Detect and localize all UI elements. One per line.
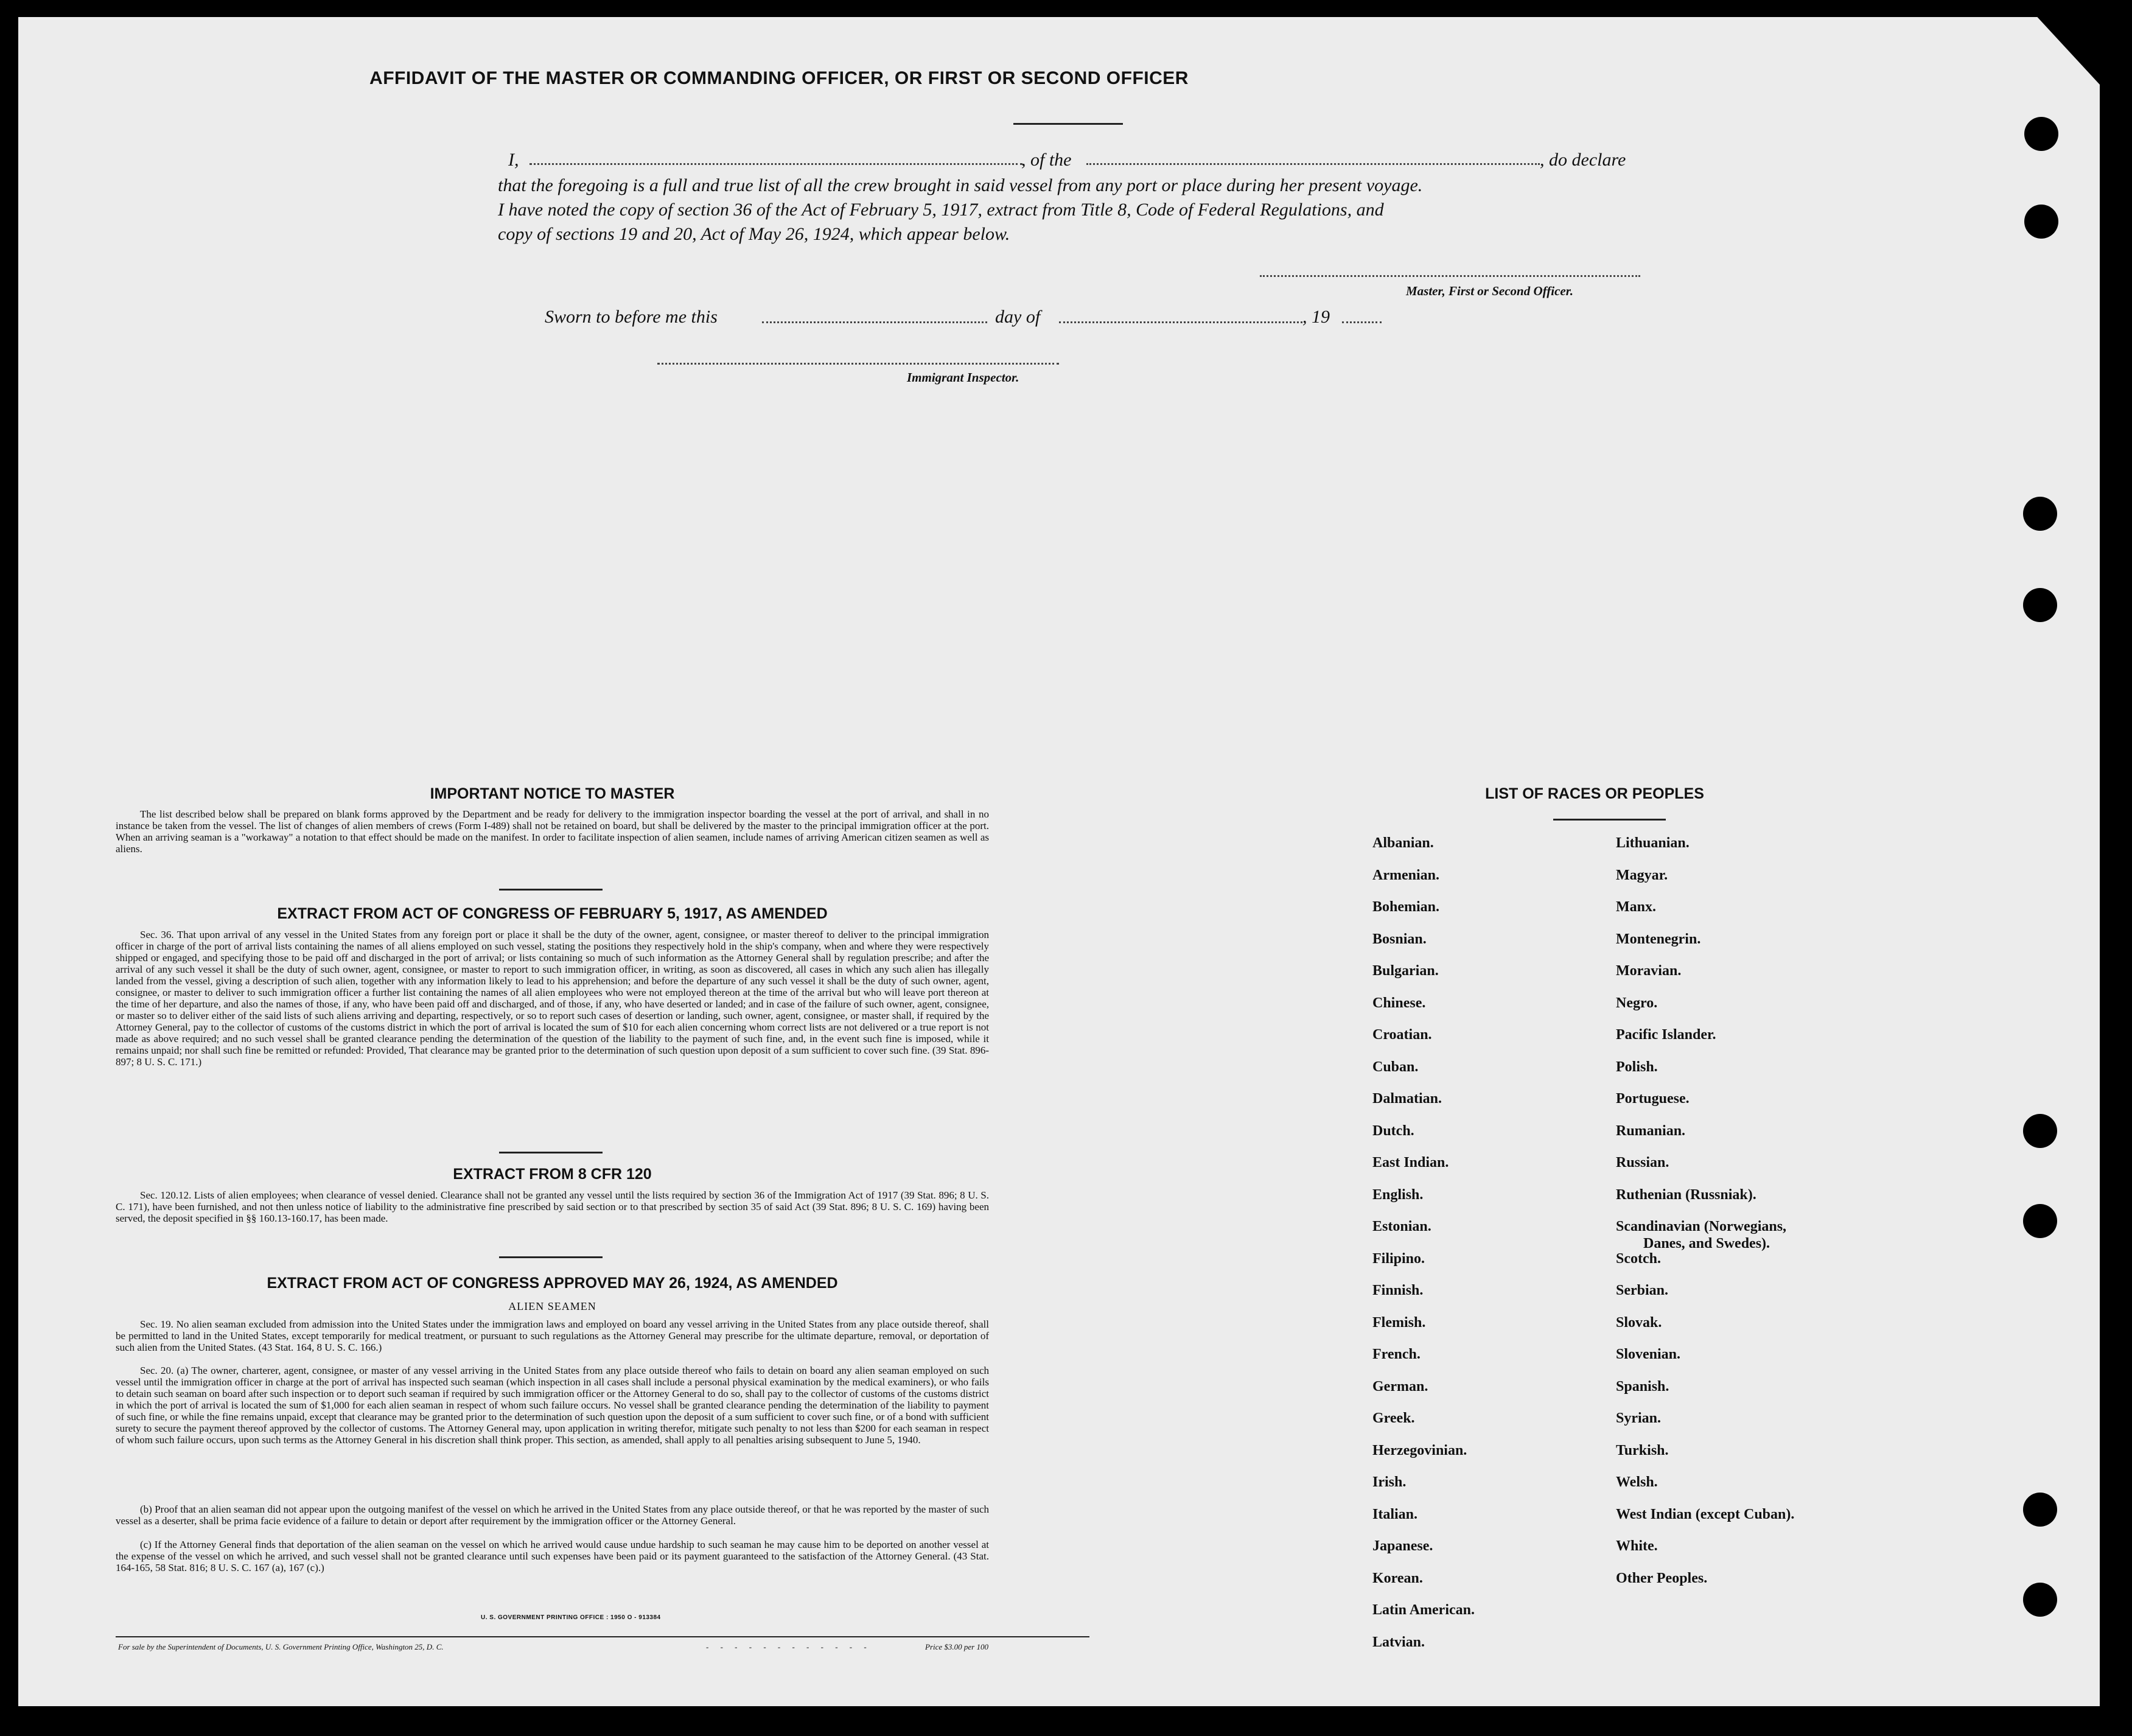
race-item: Polish.	[1616, 1059, 1658, 1075]
binder-hole	[2023, 1493, 2057, 1527]
race-item: Flemish.	[1372, 1315, 1426, 1331]
race-item: Ruthenian (Russniak).	[1616, 1187, 1756, 1203]
race-item: Chinese.	[1372, 995, 1426, 1011]
printing-office-line: U. S. GOVERNMENT PRINTING OFFICE : 1950 O - 913384	[481, 1614, 661, 1621]
races-title: LIST OF RACES OR PEOPLES	[1485, 785, 1704, 802]
year-label: , 19	[1302, 307, 1330, 327]
alien-seamen-subtitle: ALIEN SEAMEN	[508, 1300, 596, 1312]
race-item: Finnish.	[1372, 1283, 1424, 1298]
section-divider	[499, 1256, 603, 1258]
declare-line-3: I have noted the copy of section 36 of the Act of February 5, 1917, extract from Title 8, Code of Federal Regulations, and	[498, 200, 1384, 220]
race-item: Pacific Islander.	[1616, 1027, 1716, 1043]
extract-cfr-title: EXTRACT FROM 8 CFR 120	[453, 1166, 652, 1183]
footer-sale-notice: For sale by the Superintendent of Documents, U. S. Government Printing Office, Washington 25, D. C.	[118, 1642, 444, 1651]
race-item: German.	[1372, 1379, 1428, 1395]
binder-hole	[2024, 117, 2058, 151]
race-item: Spanish.	[1616, 1379, 1669, 1395]
inspector-signature-label: Immigrant Inspector.	[907, 370, 1019, 385]
notice-title: IMPORTANT NOTICE TO MASTER	[430, 785, 675, 802]
race-item: Magyar.	[1616, 867, 1668, 883]
document-page	[18, 17, 2100, 1706]
race-item: Negro.	[1616, 995, 1658, 1011]
race-item: Rumanian.	[1616, 1123, 1686, 1139]
binder-hole	[2023, 497, 2057, 531]
race-item: Danes, and Swedes).	[1643, 1236, 1770, 1251]
inspector-signature-line	[657, 363, 1059, 365]
extract-1917-text: Sec. 36. That upon arrival of any vessel in the United States from any foreign port or place it shall be the duty of the owner, agent, consignee, or master thereof to deliver to the principal immigration officer in charge of the port of arrival lists containing the names of all aliens employed on such vessel, stating the positions they respectively hold in the ship's company, when and where they were respectively shipped or engaged, and specifying those to be paid off and discharged in the port of arrival; or lists containing so much of such information as the Attorney General shall by regulation prescribe; and after the arrival of any such vessel it shall be the duty of such owner, agent, consignee, or master to report to such immigration officer, in writing, as soon as discovered, all cases in which any such alien has illegally landed from the vessel, giving a description of such alien, together with any information likely to lead to his apprehension; and before the departure of any such vessel it shall be the duty of such owner, agent, consignee, or master to deliver to such immigration officer a further list containing the names of all alien employees who were not employed thereon at the time of the arrival but who will leave port thereon at the time of her departure, and also the names of those, if any, who have been paid off and discharged, and of those, if any, who have deserted or landed; and in case of the failure of such owner, agent, consignee, or master so to deliver either of the said lists of such aliens arriving and departing, respectively, or so to report such cases of desertion or landing, such owner, agent, consignee, or master shall, if required by the Attorney General, pay to the collector of customs of the customs district in which the port of arrival is located the sum of $10 for each alien concerning whom correct lists are not delivered or a true report is not made as above required; and no such vessel shall be granted clearance pending the determination of the question of the liability to the payment of such fine, and, in the event such fine is imposed, while it remains unpaid; nor shall such fine be remitted or refunded: Provided, That clearance may be granted prior to the determination of such question upon deposit of a sum sufficient to cover such fine. (39 Stat. 896-897; 8 U. S. C. 171.)	[116, 929, 989, 1068]
race-item: Welsh.	[1616, 1474, 1658, 1490]
race-item: Moravian.	[1616, 963, 1682, 979]
race-item: Croatian.	[1372, 1027, 1432, 1043]
sec-20a-text: Sec. 20. (a) The owner, charterer, agent, consignee, or master of any vessel arriving in the United States from any place outside thereof who fails to detain on board any alien seaman employed on such vessel until the immigration officer in charge at the port of arrival has inspected such seaman (which inspection in all cases shall include a personal physical examination by the medical examiners), or who fails to detain such seaman on board after such inspection or to deport such seaman if required by such immigration officer or the Attorney General to do so, shall pay to the collector of customs of the customs district in which the port of arrival is located the sum of $1,000 for each alien seaman in respect of whom such failure occurs. No vessel shall be granted clearance pending the determination of the liability to payment of such fine, or while the fine remains unpaid, except that clearance may be granted prior to the determination of such question upon the deposit of a sum sufficient to cover such fine, or of a bond with sufficient surety to secure the payment thereof approved by the collector of customs. The Attorney General may, upon application in writing therefor, mitigate such penalty to not less than $200 for each seaman in respect of whom such failure occurs, upon such terms as the Attorney General in his discretion shall think proper. This section, as amended, shall apply to all penalties arising subsequent to June 5, 1940.	[116, 1365, 989, 1446]
master-signature-line	[1260, 275, 1640, 277]
race-item: Portuguese.	[1616, 1091, 1690, 1107]
race-item: East Indian.	[1372, 1155, 1449, 1171]
footer-dashes: - - - - - - - - - - - -	[706, 1642, 872, 1651]
notice-text: The list described below shall be prepared on blank forms approved by the Department and be ready for delivery to the immigration inspector boarding the vessel at the port of arrival, and shall in no instance be taken from the vessel. The list of changes of alien members of crews (Form I-489) shall not be retained on board, but shall be delivered by the master to the principal immigration officer at the port. When an arriving seaman is a "workaway" a notation to that effect should be made on the manifest. In order to facilitate inspection of alien seamen, include names of arriving American citizen seamen as well as aliens.	[116, 808, 989, 855]
sworn-year-blank	[1342, 321, 1382, 323]
race-item: Russian.	[1616, 1155, 1669, 1171]
binder-hole	[2024, 205, 2058, 239]
section-divider	[499, 1152, 603, 1153]
race-item: Greek.	[1372, 1410, 1415, 1426]
race-item: Scandinavian (Norwegians,	[1616, 1219, 1787, 1234]
extract-1924-title: EXTRACT FROM ACT OF CONGRESS APPROVED MAY 26, 1924, AS AMENDED	[267, 1275, 838, 1292]
race-item: Manx.	[1616, 899, 1656, 915]
sworn-day-blank	[762, 321, 987, 323]
binder-hole	[2023, 1583, 2057, 1617]
race-item: White.	[1616, 1538, 1658, 1554]
race-item: Filipino.	[1372, 1251, 1425, 1267]
race-item: Lithuanian.	[1616, 835, 1690, 851]
binder-hole	[2023, 1114, 2057, 1148]
title-divider	[1013, 123, 1123, 125]
declare-line-declare: , do declare	[1540, 150, 1626, 170]
race-item: Dalmatian.	[1372, 1091, 1442, 1107]
sec-19-text: Sec. 19. No alien seaman excluded from admission into the United States under the immigration laws and employed on board any vessel arriving in the United States from any place outside thereof, shall be permitted to land in the United States, except temporarily for medical treatment, or pursuant to such regulations as the Attorney General may prescribe for the ultimate departure, removal, or deportation of such alien from the United States. (43 Stat. 164, 8 U. S. C. 166.)	[116, 1318, 989, 1353]
declare-line-4: copy of sections 19 and 20, Act of May 26, 1924, which appear below.	[498, 224, 1010, 244]
race-item: Slovenian.	[1616, 1346, 1681, 1362]
race-item: Latvian.	[1372, 1634, 1425, 1650]
race-item: Scotch.	[1616, 1251, 1661, 1267]
affidavit-title: AFFIDAVIT OF THE MASTER OR COMMANDING OFFICER, OR FIRST OR SECOND OFFICER	[369, 68, 1189, 88]
race-item: Korean.	[1372, 1570, 1423, 1586]
race-item: West Indian (except Cuban).	[1616, 1507, 1795, 1522]
name-blank	[530, 163, 1022, 165]
extract-cfr-text: Sec. 120.12. Lists of alien employees; when clearance of vessel denied. Clearance shall not be granted any vessel until the lists required by section 36 of the Immigration Act of 1917 (39 Stat. 896; 8 U. S. C. 171), have been furnished, and not then unless notice of liability to the administrative fine prescribed by said section or to that prescribed by section 35 of said Act (39 Stat. 896; 8 U. S. C. 169) having been served, the deposit specified in §§ 160.13-160.17, has been made.	[116, 1189, 989, 1224]
binder-hole	[2023, 1204, 2057, 1238]
race-item: Bohemian.	[1372, 899, 1440, 915]
races-divider	[1553, 819, 1666, 821]
race-item: Syrian.	[1616, 1410, 1662, 1426]
race-item: Dutch.	[1372, 1123, 1414, 1139]
declare-line-2: that the foregoing is a full and true list of all the crew brought in said vessel from any port or place during her present voyage.	[498, 175, 1423, 195]
sworn-label: Sworn to before me this	[545, 307, 718, 327]
race-item: Japanese.	[1372, 1538, 1433, 1554]
race-item: Slovak.	[1616, 1315, 1662, 1331]
section-divider	[499, 889, 603, 891]
declare-line-of: , of the	[1021, 150, 1072, 170]
race-item: Turkish.	[1616, 1443, 1669, 1458]
race-item: Herzegovinian.	[1372, 1443, 1467, 1458]
race-item: Other Peoples.	[1616, 1570, 1708, 1586]
race-item: Armenian.	[1372, 867, 1439, 883]
extract-1917-title: EXTRACT FROM ACT OF CONGRESS OF FEBRUARY 5, 1917, AS AMENDED	[277, 905, 828, 922]
footer-price: Price $3.00 per 100	[925, 1642, 988, 1651]
race-item: Montenegrin.	[1616, 931, 1701, 947]
binder-hole	[2023, 588, 2057, 622]
race-item: Albanian.	[1372, 835, 1434, 851]
race-item: Bulgarian.	[1372, 963, 1439, 979]
race-item: English.	[1372, 1187, 1424, 1203]
master-signature-label: Master, First or Second Officer.	[1406, 284, 1573, 298]
race-item: Latin American.	[1372, 1602, 1475, 1618]
vessel-blank	[1086, 163, 1540, 165]
race-item: Cuban.	[1372, 1059, 1419, 1075]
declare-line-i: I,	[508, 150, 519, 170]
footer-rule	[116, 1636, 1089, 1637]
race-item: Bosnian.	[1372, 931, 1427, 947]
race-item: Estonian.	[1372, 1219, 1431, 1234]
race-item: Italian.	[1372, 1507, 1418, 1522]
race-item: Serbian.	[1616, 1283, 1669, 1298]
race-item: Irish.	[1372, 1474, 1407, 1490]
race-item: French.	[1372, 1346, 1421, 1362]
sec-20b-text: (b) Proof that an alien seaman did not appear upon the outgoing manifest of the vessel on which he arrived in the United States from any place outside thereof, or that he was reported by the master of such vessel as a deserter, shall be prima facie evidence of a failure to detain or deport after requirement by the immigration officer or the Attorney General.	[116, 1503, 989, 1527]
sworn-month-blank	[1059, 321, 1302, 323]
day-of-label: day of	[995, 307, 1041, 327]
sec-20c-text: (c) If the Attorney General finds that deportation of the alien seaman on the vessel on which he arrived would cause undue hardship to such seaman he may cause him to be deported on another vessel at the expense of the vessel on which he arrived, and such vessel shall not be granted clearance until such expenses have been paid or its payment guaranteed to the satisfaction of the Attorney General. (43 Stat. 164-165, 58 Stat. 816; 8 U. S. C. 167 (a), 167 (c).)	[116, 1539, 989, 1573]
